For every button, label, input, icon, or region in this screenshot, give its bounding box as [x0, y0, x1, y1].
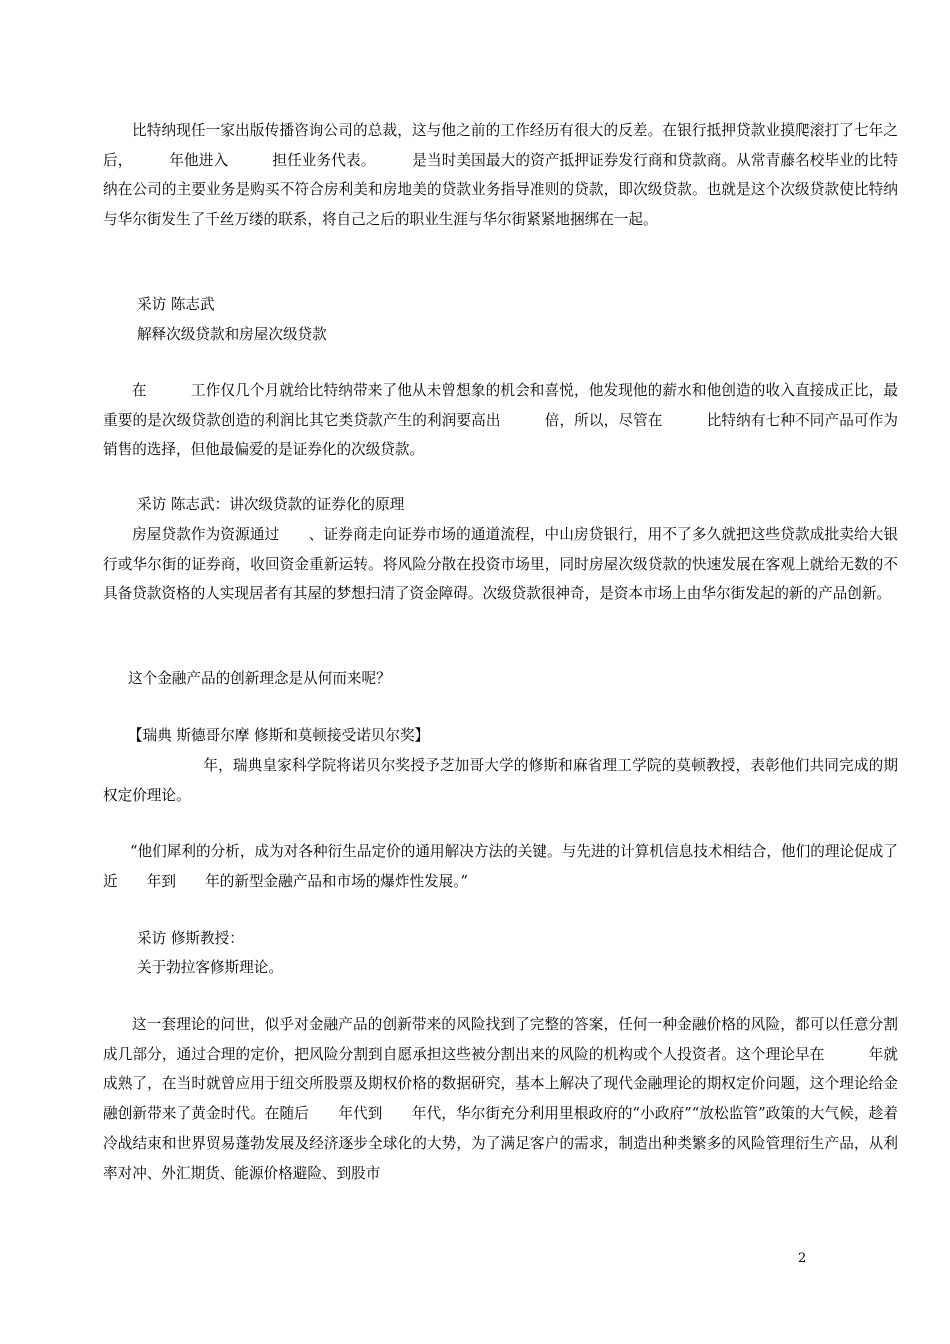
interview-label-scholes: 采访 修斯教授： — [137, 930, 244, 947]
paragraph-bitner-profit: 在 工作仅几个月就给比特纳带来了他从未曾想象的机会和喜悦，他发现他的薪水和他创造的收入直接成正比，最重要的是次级贷款创造的利润比其它类贷款产生的利润要高出 倍，所以，尽管在 比特纳有七种不同产品可作为销售的选择，但他最偏爱的是证券化的次级贷款。 — [103, 382, 898, 459]
paragraph-nobel-award: 年，瑞典皇家科学院将诺贝尔奖授予芝加哥大学的修斯和麻省理工学院的莫顿教授，表彰他们共同完成的期权定价理论。 — [103, 757, 898, 804]
interview-topic-black-scholes: 关于勃拉客修斯理论。 — [137, 959, 283, 976]
section-heading-nobel: 【瑞典 斯德哥尔摩 修斯和莫顿接受诺贝尔奖】 — [128, 727, 430, 744]
interview-topic-subprime: 解释次级贷款和房屋次级贷款 — [137, 326, 327, 343]
quote-paragraph: “他们犀利的分析，成为对各种衍生品定价的通用解决方法的关键。与先进的计算机信息技术相结合，他们的理论促成了近 年到 年的新型金融产品和市场的爆炸性发展。” — [103, 843, 898, 890]
page-number: 2 — [798, 1251, 807, 1266]
interview-label-chen-zhiwu: 采访 陈志武 — [137, 296, 215, 313]
interview-label-securitization: 采访 陈志武：讲次级贷款的证券化的原理 — [137, 496, 405, 513]
question-line: 这个金融产品的创新理念是从何而来呢？ — [128, 670, 391, 687]
paragraph-theory-impact: 这一套理论的问世，似乎对金融产品的创新带来的风险找到了完整的答案，任何一种金融价格的风险，都可以任意分割成几部分，通过合理的定价，把风险分割到自愿承担这些被分割出来的风险的机构或个人投资者。这个理论早在 年就成熟了，在当时就曾应用于纽交所股票及期权价格的数据研究，基本上解决了现代金融理论的期权定价问题，这个理论给金融创新带来了黄金时代。在随后 年代到 年代，华尔街充分利用里根政府的“小政府”“放松监管”政策的大气候，趁着冷战结束和世界贸易蓬勃发展及经济逐步全球化的大势，为了满足客户的需求，制造出种类繁多的风险管理衍生产品，从利率对冲、外汇期货、能源价格避险、到股市 — [103, 1016, 898, 1182]
paragraph-bitner-background: 比特纳现任一家出版传播咨询公司的总裁，这与他之前的工作经历有很大的反差。在银行抵押贷款业摸爬滚打了七年之后， 年他进入 担任业务代表。 是当时美国最大的资产抵押证券发行商和贷款商。从常青藤名校毕业的比特纳在公司的主要业务是购买不符合房利美和房地美的贷款业务指导准则的贷款，即次级贷款。也就是这个次级贷款使比特纳与华尔街发生了千丝万缕的联系，将自己之后的职业生涯与华尔街紧紧地捆绑在一起。 — [103, 122, 898, 229]
paragraph-securitization-process: 房屋贷款作为资源通过 、证券商走向证券市场的通道流程，中山房贷银行，用不了多久就把这些贷款成批卖给大银行或华尔街的证券商，收回资金重新运转。将风险分散在投资市场里，同时房屋次级贷款的快速发展在客观上就给无数的不具备贷款资格的人实现居者有其屋的梦想扫清了资金障碍。次级贷款很神奇，是资本市场上由华尔街发起的新的产品创新。 — [103, 526, 898, 603]
